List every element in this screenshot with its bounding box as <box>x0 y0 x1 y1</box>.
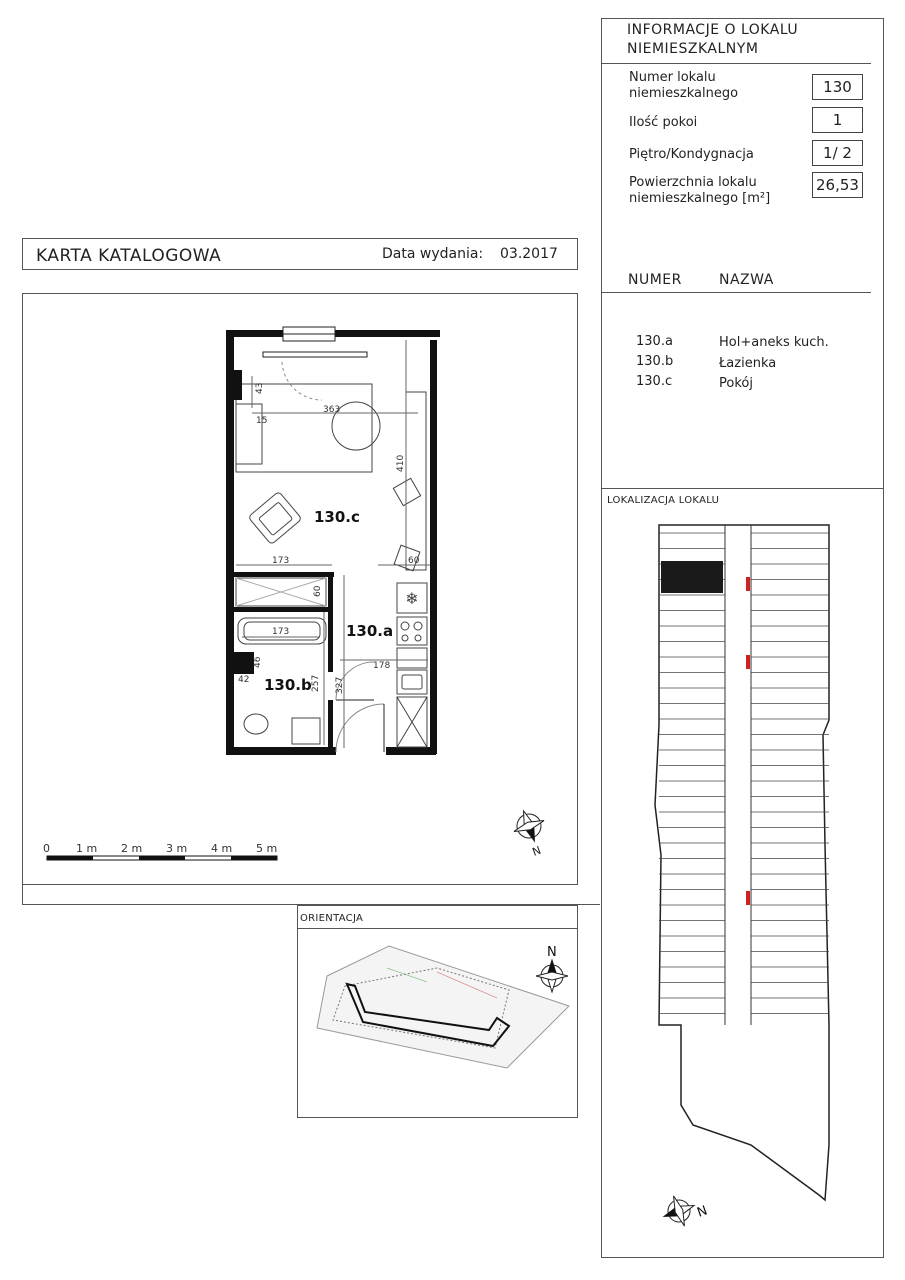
wall-bottom-right <box>386 747 436 755</box>
dim-43: 43 <box>255 382 265 394</box>
cooktop <box>397 617 427 645</box>
scale-4: 4 m <box>211 842 233 855</box>
dim-42: 42 <box>238 675 250 685</box>
room-a-number: 130.a <box>636 334 673 349</box>
room-label-b: 130.b <box>264 676 312 694</box>
dim-410: 410 <box>396 454 406 472</box>
floor-plan <box>0 0 600 900</box>
wall-right <box>430 340 437 754</box>
chair-1 <box>393 478 420 505</box>
scale-1: 1 m <box>76 842 98 855</box>
location-plan <box>601 505 884 1240</box>
info-row-rooms-label: Ilość pokoi <box>629 115 698 130</box>
compass-icon <box>508 805 549 846</box>
site-plan <box>297 928 578 1118</box>
highlight-unit <box>661 561 723 593</box>
info-row-floor-value: 1/ 2 <box>812 140 863 166</box>
info-row-area-value: 26,53 <box>812 172 863 198</box>
svg-text:N: N <box>530 843 543 859</box>
info-divider-location <box>601 488 884 489</box>
info-row-rooms-value: 1 <box>812 107 863 133</box>
dim-327: 327 <box>335 676 345 694</box>
dim-60a: 60 <box>408 556 420 566</box>
orientation-title: ORIENTACJA <box>300 913 364 924</box>
svg-text:❄: ❄ <box>405 589 419 608</box>
col-header-number: NUMER <box>628 272 682 288</box>
card-title: KARTA KATALOGOWA <box>36 246 222 266</box>
info-row-area-label1: Powierzchnia lokalu <box>629 175 757 190</box>
date-value: 03.2017 <box>500 246 558 262</box>
toilet <box>244 714 268 734</box>
room-label-a: 130.a <box>346 622 394 640</box>
location-compass-icon <box>658 1190 699 1231</box>
info-divider-cols <box>601 292 871 293</box>
scale-2: 2 m <box>121 842 143 855</box>
dim-15: 15 <box>256 416 268 426</box>
location-north: N <box>695 1203 710 1221</box>
accent-mark-2 <box>746 655 750 669</box>
info-row-floor-label: Piętro/Kondygnacja <box>629 147 754 162</box>
armchair <box>248 491 302 544</box>
orientation-north: N <box>547 945 557 960</box>
info-title-line1: INFORMACJE O LOKALU <box>627 22 799 38</box>
info-row-number-label1: Numer lokalu <box>629 70 716 85</box>
info-row-number-value: 130 <box>812 74 863 100</box>
location-title: LOKALIZACJA LOKALU <box>607 495 720 506</box>
room-label-c: 130.c <box>314 508 360 526</box>
dim-363: 363 <box>323 405 341 415</box>
dim-60b: 60 <box>313 585 323 597</box>
accent-mark-3 <box>746 891 750 905</box>
sink <box>292 718 320 744</box>
col-header-name: NAZWA <box>719 272 774 288</box>
info-row-number-label2: niemieszkalnego <box>629 86 739 101</box>
dim-46: 46 <box>253 656 263 668</box>
wall-bottom <box>226 747 336 755</box>
scale-5: 5 m <box>256 842 278 855</box>
scale-bar <box>47 856 277 860</box>
accent-mark-1 <box>746 577 750 591</box>
info-divider-title <box>601 63 871 64</box>
room-c-name: Pokój <box>719 376 753 391</box>
wall-left <box>226 330 234 754</box>
room-b-name: Łazienka <box>719 356 777 371</box>
scale-3: 3 m <box>166 842 188 855</box>
info-title-line2: NIEMIESZKALNYM <box>627 41 759 57</box>
room-b-number: 130.b <box>636 354 674 369</box>
room-c-number: 130.c <box>636 374 673 389</box>
scale-0: 0 <box>43 842 50 855</box>
dim-173b: 173 <box>272 627 290 637</box>
dim-173a: 173 <box>272 556 290 566</box>
dim-257: 257 <box>311 674 321 692</box>
north-arrow-icon <box>536 960 568 992</box>
bed <box>236 384 372 472</box>
date-label: Data wydania: <box>382 246 484 262</box>
dim-178: 178 <box>373 661 391 671</box>
room-a-name: Hol+aneks kuch. <box>719 335 829 350</box>
info-row-area-label2: niemieszkalnego [m²] <box>629 191 771 206</box>
